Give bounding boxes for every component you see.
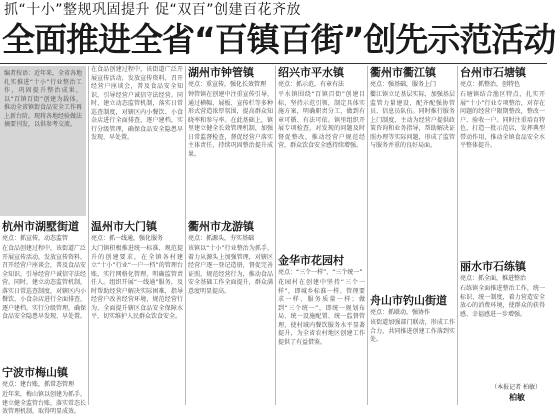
deck-headline: 抓“十小”整规巩固提升 促“双百”创建百花齐放 (4, 2, 301, 18)
article-subtitle: 亮点：抓源头，夯实基础 (188, 235, 255, 242)
article-body: 石练镇全面推进整治工作，统一标识、统一制度，着力营造安全放心的消费环境，使群众的获得感、幸福感进一步增强。 (460, 285, 545, 318)
byline: （本报记者 柏敏） (491, 384, 541, 391)
article-subtitle: 亮点：抓全面，推进整治 (460, 275, 527, 282)
article-lishui (460, 260, 545, 380)
article-huzhou (188, 66, 273, 216)
article-jinhua (278, 254, 365, 405)
article-subtitle: 亮点：抓宣传，动态监管 (2, 235, 69, 242)
article-body: 石塘镇结合渔区特点，扎实开展“十小”行业专项整治，对存在问题的经营户限期整改，整改一户、验收一户。同时注重培育特色，打造一批示范店，发挥典型带动作用，推动全镇食品安全水平整体提升。 (460, 91, 545, 149)
article-body: 在食品创建过程中，该街道广泛开展宣传活动，发放宣传资料，召开经营户座谈会，普及食品安全知识，引导经营户诚信守法经营。同时，建立动态监管机制，落实日常巡查制度，对辖区内小餐饮、小食杂店进行全面排查，逐户建档，实行分级管理，确保食品安全隐患早发现、早处置。 (91, 66, 183, 141)
article-hangzhou (2, 220, 86, 362)
column-divider (185, 66, 186, 405)
article-title: 湖州市钟管镇 (188, 66, 254, 79)
main-headline: 全面推进全省“百镇百街”创先示范活动 (2, 20, 555, 59)
article-body: 该镇以“十小”行业整治为抓手，着力从源头上加强管理，对辖区经营户逐一登记造册，督促完善证照，规范经营行为，推动食品安全基础工作全面提升，群众满意度明显提高。 (188, 245, 273, 295)
article-title: 绍兴市平水镇 (278, 66, 344, 79)
article-title: 宁波市梅山镇 (2, 366, 68, 379)
article-title: 台州市石塘镇 (460, 66, 526, 79)
article-quzhou-long (188, 220, 273, 405)
article-title: 衢州市龙游镇 (188, 220, 254, 233)
article-shaoxing (278, 66, 365, 250)
column-divider (88, 66, 89, 405)
article-subtitle: 亮点：抓一线通，强化服务 (91, 235, 164, 242)
article-wenzhou (91, 220, 183, 405)
article-title: 衢州市衢江镇 (370, 66, 436, 79)
article-body: 衢江镇立足基层实际，加强基层监管力量建设，配齐配强协管员、信息员队伍。同时推行服务上门制度，主动为经营户提供政策咨询和业务指导，帮助解决证照办理等实际问题，形成了监管与服务并重的良好局面。 (370, 91, 455, 149)
article-body: 近年来，梅山镇以创建为抓手，建立健全监管台账，落实常态长效管理机制，取得明显成效。 (2, 391, 87, 415)
author-name: 柏敏 (509, 393, 525, 402)
article-body: 该街道加强部门联动，形成工作合力，共同推进创建工作落到实处。 (370, 319, 455, 343)
article-body: 在食品创建过程中，该街道广泛开展宣传活动，发放宣传资料，召开经营户座谈会，普及食品安全知识，引导经营户诚信守法经营。同时，建立动态监管机制，落实日常巡查制度，对辖区内小餐饮、小食杂店进行全面排查，逐户建档，实行分级管理，确保食品安全隐患早发现、早处置。 (2, 245, 87, 320)
article-title: 舟山市钓山街道 (370, 294, 447, 307)
article-title: 温州市大门镇 (91, 220, 157, 233)
article-title: 丽水市石练镇 (460, 260, 526, 273)
article-title: 杭州市湖墅街道 (2, 220, 79, 233)
article-body: 大门镇积极推进统一标准、规范提升的创建要求，在全镇各村建立“十小”行业“一户一档”的管理台账，实行网格化管理，明确监管责任人。组织开展“一线通”服务，及时帮助经营户解决实际困难，指导经营户改善经营环境，规范经营行为，全面提升辖区食品安全保障水平，切实维护人民群众饮食安全。 (91, 245, 183, 320)
article-subtitle: 亮点：建台账，抓常态管理 (2, 381, 75, 388)
article-zhoushan (370, 294, 455, 405)
article-subtitle: 亮点：强基础，服务上门 (370, 81, 437, 88)
article-body: 钟管镇在创建中注重宣传引导，通过横幅、展板、宣传栏等多种形式营造浓厚氛围，提高群众知晓率和参与率。在此基础上，镇里建立健全长效管理机制，加强日常监督检查，督促经营户落实主体责任，持续巩固整治提升成果。 (188, 91, 273, 158)
article-subtitle: 亮点：“三个一样”、“三个统一” (278, 269, 363, 276)
article-body: 花园村在创建中坚持“三个一样”，即城乡标准一样、管理要求一样、服务质量一样；做到“三个统一”，即统一规划布局、统一设施配置、统一监督管理，使村域内餐饮服务水平显著提升，为全省农村地区创建工作提供了有益借鉴。 (278, 279, 365, 346)
article-quzhou (370, 66, 455, 290)
article-subtitle: 亮点：抓联动，强协作 (370, 309, 431, 316)
editor-note-text: 编者按语：近年来，全省各地扎实推进“十小”行业整治工作，巩固提升整治成果，以“百镇百街”创建为载体，推动全省镇街食品安全工作再上新台阶。现将各地经验做法摘要刊发，以供参考交流。 (4, 70, 83, 128)
headline-rule (0, 63, 547, 64)
column-divider (275, 66, 276, 405)
article-ningbo (2, 366, 87, 415)
article-continued (91, 66, 183, 216)
article-title: 金华市花园村 (278, 254, 344, 267)
column-divider (367, 66, 368, 405)
article-body: 平水镇围绕“百镇百街”创建目标，坚持示范引领，制定具体实施方案，明确职责分工，做到有章可循、有法可依。镇里组织开展专项检查，对发现的问题及时督促整改，推动经营户规范经营，群众饮食安全感持续增强。 (278, 91, 365, 149)
column-divider (457, 66, 458, 405)
article-subtitle: 亮点：抓整治，创特色 (460, 81, 521, 88)
article-subtitle: 亮点：抓示范，有章有法 (278, 81, 345, 88)
editor-note-box (0, 66, 86, 216)
article-subtitle: 亮点：重宣传，强化长效管理 (188, 81, 267, 88)
article-taizhou (460, 66, 545, 256)
